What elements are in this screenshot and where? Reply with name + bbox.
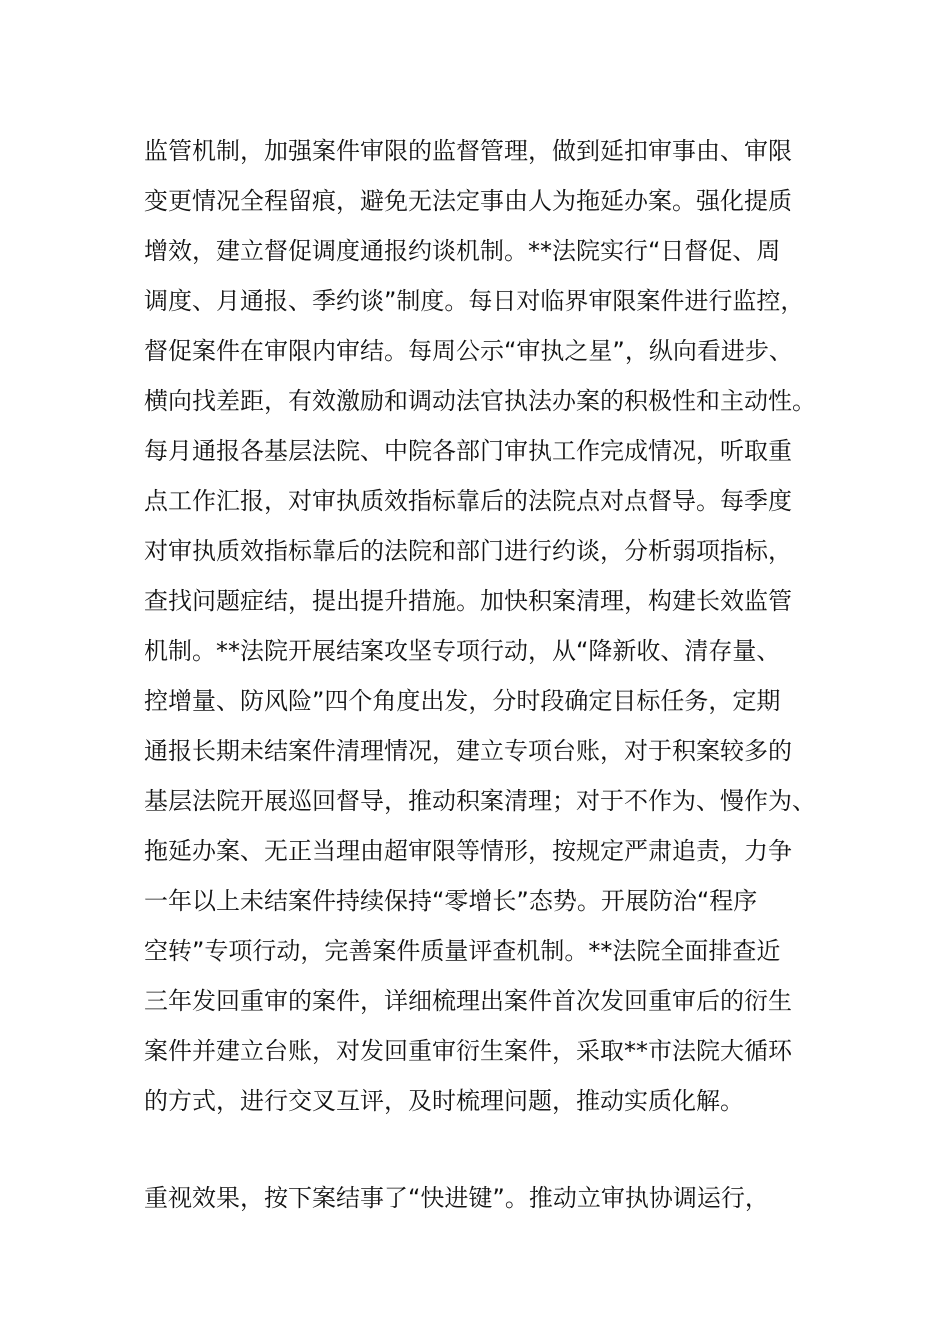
text-line: 空转”专项行动，完善案件质量评查机制。**法院全面排查近 [144, 937, 781, 965]
text-line: 每月通报各基层法院、中院各部门审执工作完成情况，听取重 [144, 437, 792, 465]
text-line: 案件并建立台账，对发回重审衍生案件，采取**市法院大循环 [144, 1037, 792, 1065]
text-line: 控增量、防风险”四个角度出发，分时段确定目标任务，定期 [144, 687, 781, 715]
body-paragraph-1 [144, 126, 824, 1126]
text-line: 变更情况全程留痕，避免无法定事由人为拖延办案。强化提质 [144, 187, 792, 215]
text-line: 拖延办案、无正当理由超审限等情形，按规定严肃追责，力争 [144, 837, 792, 865]
body-paragraph-2 [144, 1173, 824, 1223]
text-line: 监管机制，加强案件审限的监督管理，做到延扣审事由、审限 [144, 137, 792, 165]
text-line: 三年发回重审的案件，详细梳理出案件首次发回重审后的衍生 [144, 987, 792, 1015]
text-line: 横向找差距，有效激励和调动法官执法办案的积极性和主动性。 [144, 387, 816, 415]
text-line: 重视效果，按下案结事了“快进键”。推动立审执协调运行， [144, 1184, 769, 1212]
text-line: 督促案件在审限内审结。每周公示“审执之星”，纵向看进步、 [144, 337, 793, 365]
text-line: 对审执质效指标靠后的法院和部门进行约谈，分析弱项指标， [144, 537, 792, 565]
text-line: 点工作汇报，对审执质效指标靠后的法院点对点督导。每季度 [144, 487, 792, 515]
text-line: 机制。**法院开展结案攻坚专项行动，从“降新收、清存量、 [144, 637, 781, 665]
text-line: 通报长期未结案件清理情况，建立专项台账，对于积案较多的 [144, 737, 792, 765]
text-line: 查找问题症结，提出提升措施。加快积案清理，构建长效监管 [144, 587, 792, 615]
text-line: 增效，建立督促调度通报约谈机制。**法院实行“日督促、周 [144, 237, 781, 265]
text-line: 调度、月通报、季约谈”制度。每日对临界审限案件进行监控， [144, 287, 805, 315]
text-line: 一年以上未结案件持续保持“零增长”态势。开展防治“程序 [144, 887, 758, 915]
text-line: 基层法院开展巡回督导，推动积案清理；对于不作为、慢作为、 [144, 787, 816, 815]
text-line: 的方式，进行交叉互评，及时梳理问题，推动实质化解。 [144, 1087, 744, 1115]
